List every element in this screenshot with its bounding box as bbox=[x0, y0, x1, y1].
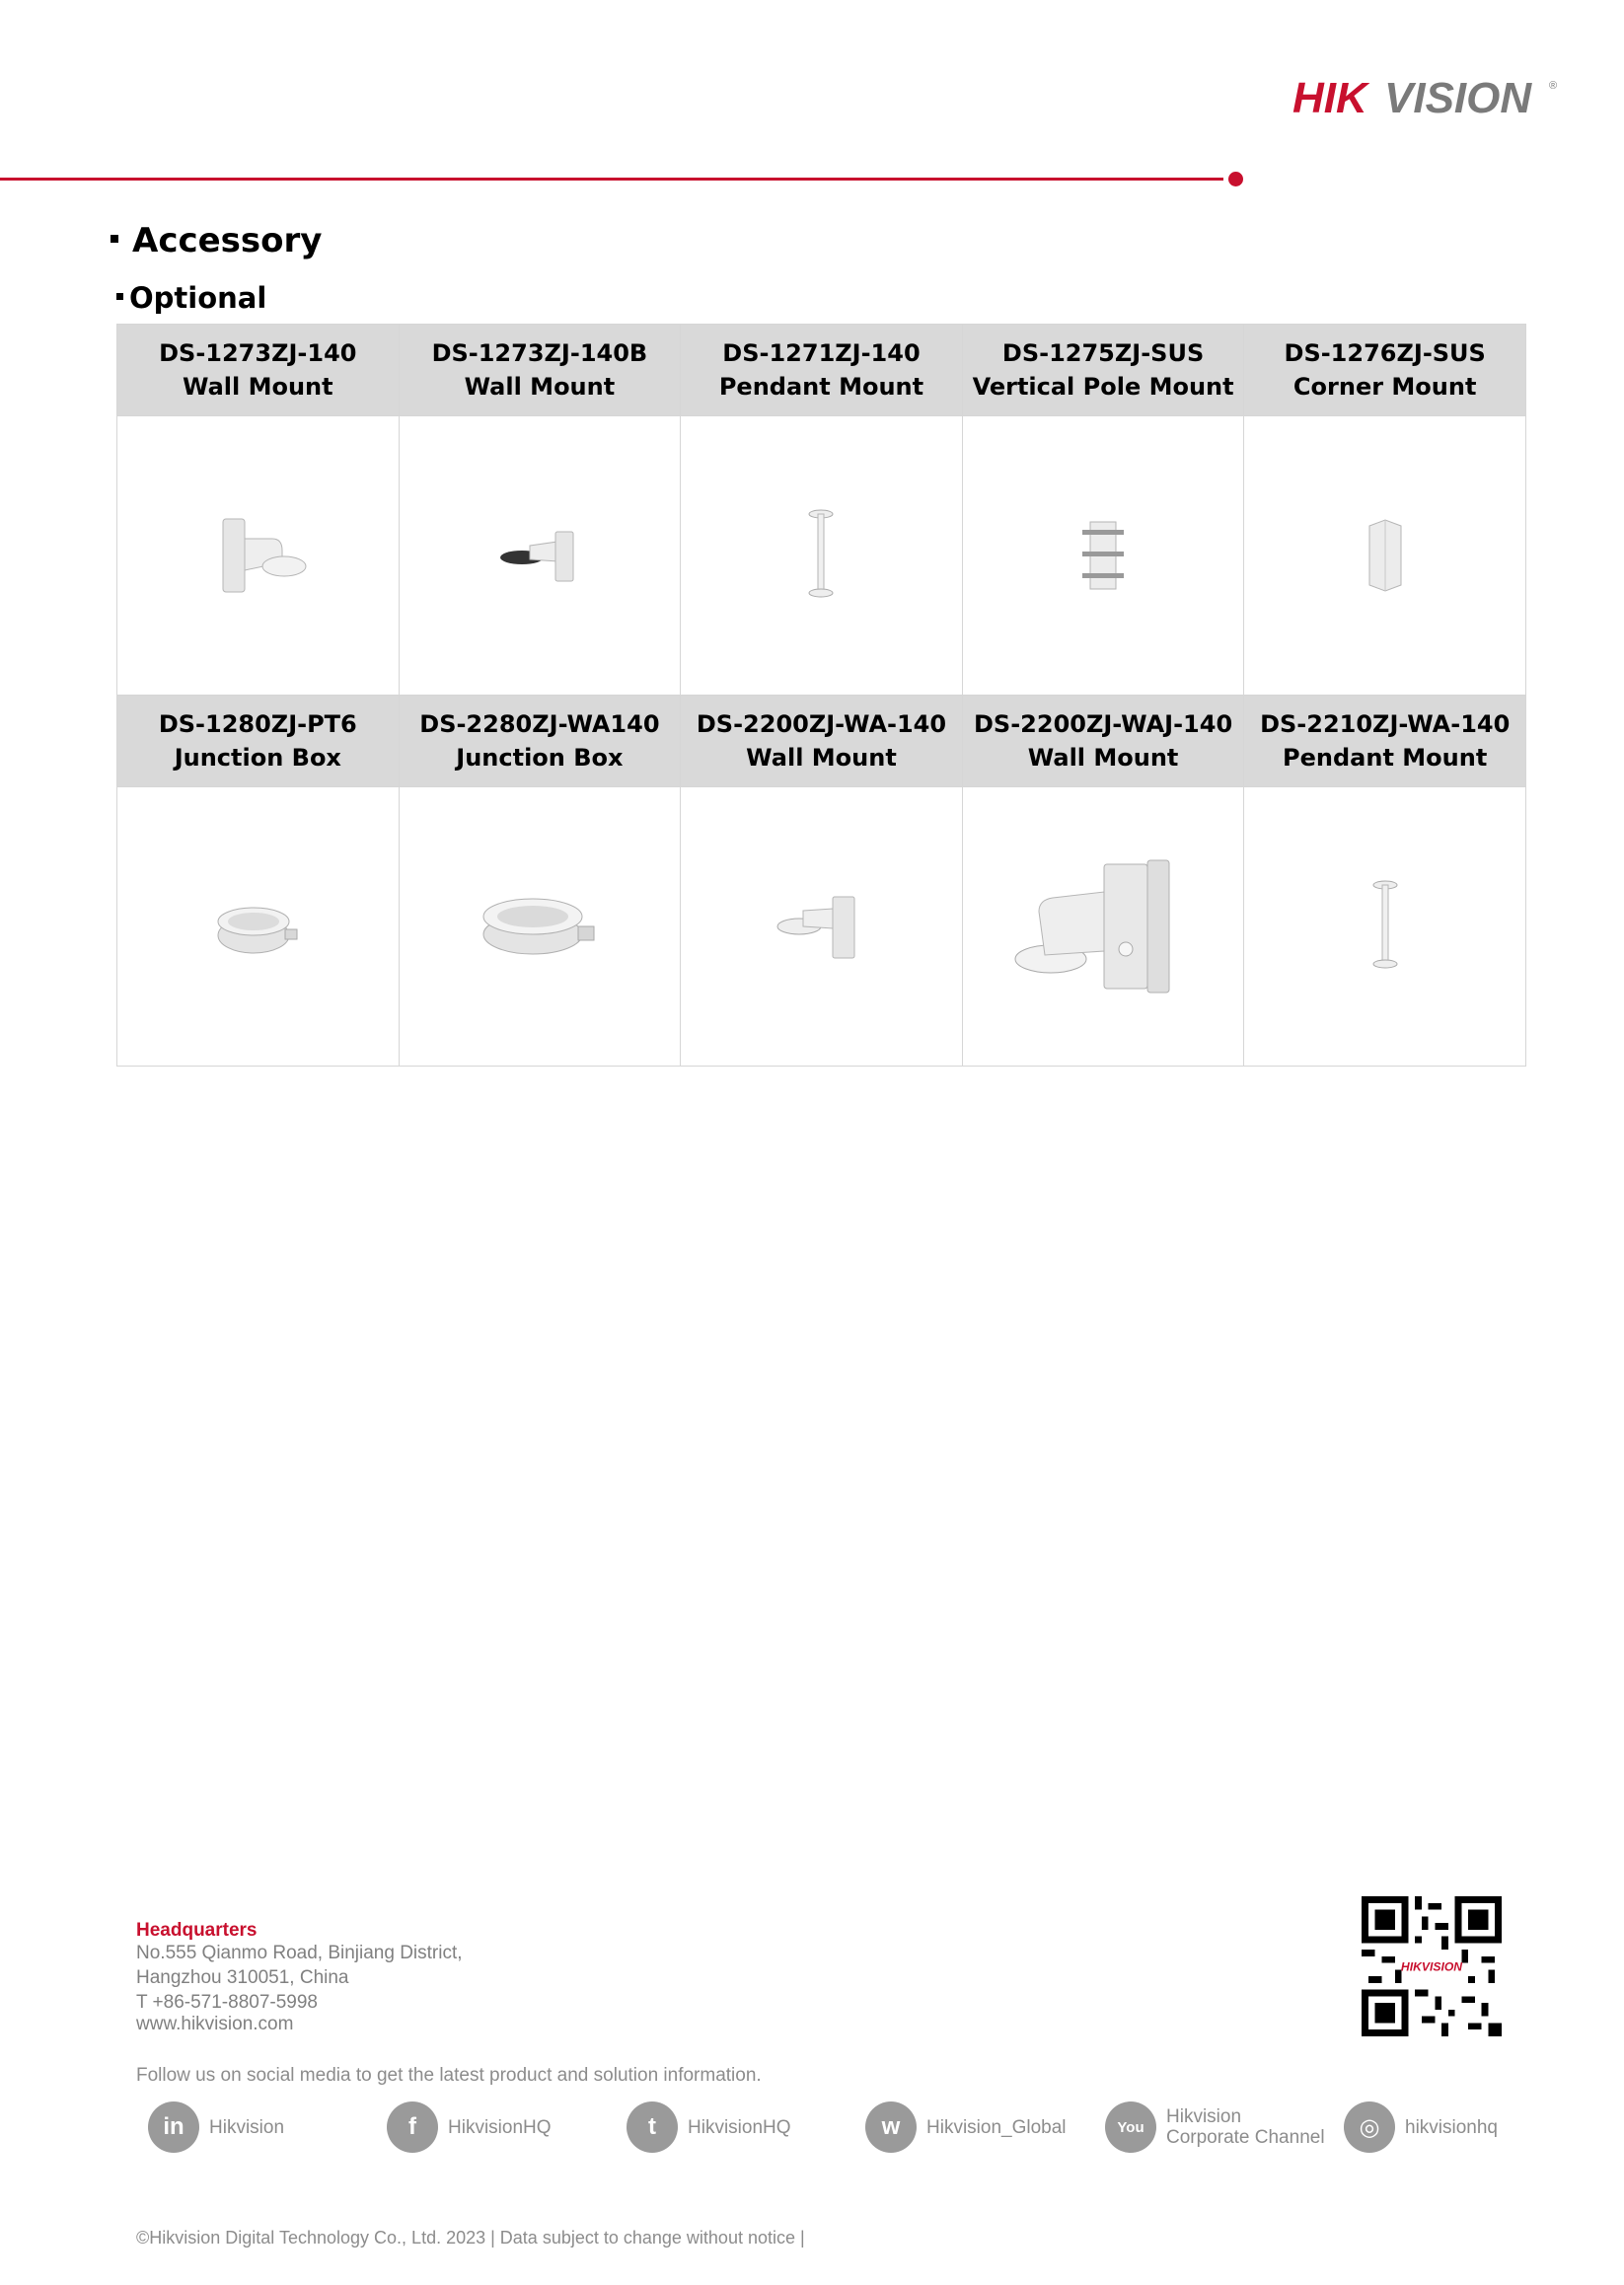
linkedin-icon: in bbox=[148, 2101, 199, 2153]
svg-text:VISION: VISION bbox=[1384, 74, 1532, 122]
social-twitter[interactable] bbox=[627, 2100, 791, 2155]
address-line: No.555 Qianmo Road, Binjiang District, bbox=[136, 1943, 463, 1963]
accessory-header-cell bbox=[681, 325, 963, 416]
accessory-image-cell bbox=[962, 787, 1244, 1067]
accessory-type: Junction Box bbox=[456, 744, 624, 772]
sub-title bbox=[116, 281, 266, 315]
accessory-image-cell bbox=[962, 416, 1244, 696]
accessory-model: DS-1280ZJ-PT6 bbox=[158, 710, 357, 738]
wall-mount-image bbox=[772, 887, 870, 966]
accessory-type: Vertical Pole Mount bbox=[972, 373, 1234, 401]
facebook-icon: f bbox=[387, 2101, 438, 2153]
accessory-header-cell bbox=[117, 325, 400, 416]
accessory-header-cell bbox=[399, 325, 681, 416]
accessory-image-cell bbox=[117, 787, 400, 1067]
accessory-model: DS-1275ZJ-SUS bbox=[1001, 339, 1205, 367]
accessory-type: Wall Mount bbox=[1027, 744, 1179, 772]
accessory-model: DS-1273ZJ-140B bbox=[431, 339, 648, 367]
instagram-icon: ◎ bbox=[1344, 2101, 1395, 2153]
corner-mount-image bbox=[1356, 516, 1415, 595]
hikvision-logo bbox=[1291, 71, 1562, 122]
twitter-icon: t bbox=[627, 2101, 678, 2153]
accessory-image-row bbox=[117, 787, 1526, 1067]
svg-text:®: ® bbox=[1549, 80, 1558, 92]
social-label-line: Hikvision bbox=[1166, 2106, 1242, 2127]
social-label: HikvisionHQ bbox=[448, 2116, 552, 2138]
accessory-model: DS-2210ZJ-WA-140 bbox=[1260, 710, 1511, 738]
accessory-header-row bbox=[117, 325, 1526, 416]
accessory-type: Pendant Mount bbox=[718, 373, 924, 401]
accessory-image-cell bbox=[681, 787, 963, 1067]
phone-number: T +86-571-8807-5998 bbox=[136, 1992, 318, 2013]
address-line: Hangzhou 310051, China bbox=[136, 1967, 349, 1988]
social-linkedin[interactable] bbox=[148, 2100, 284, 2155]
social-wechat[interactable] bbox=[865, 2100, 1067, 2155]
accessory-model: DS-1276ZJ-SUS bbox=[1284, 339, 1486, 367]
social-facebook[interactable] bbox=[387, 2100, 552, 2155]
accessory-model: DS-1271ZJ-140 bbox=[722, 339, 921, 367]
svg-text:HIK: HIK bbox=[1292, 74, 1367, 122]
accessory-header-cell bbox=[681, 696, 963, 787]
accessory-model: DS-1273ZJ-140 bbox=[159, 339, 357, 367]
pendant-mount-image bbox=[1356, 877, 1415, 976]
pendant-mount-image bbox=[791, 506, 850, 605]
accessory-model: DS-2280ZJ-WA140 bbox=[419, 710, 660, 738]
accessory-image-cell bbox=[1244, 416, 1526, 696]
wall-mount-image bbox=[203, 511, 312, 600]
wechat-icon: w bbox=[865, 2101, 917, 2153]
website-link[interactable]: www.hikvision.com bbox=[136, 2014, 294, 2034]
social-label-line: Corporate Channel bbox=[1166, 2127, 1325, 2148]
accessory-header-cell bbox=[962, 696, 1244, 787]
svg-text:HIKVISION: HIKVISION bbox=[1400, 1959, 1463, 1974]
accessory-header-row bbox=[117, 696, 1526, 787]
accessory-image-cell bbox=[399, 787, 681, 1067]
accessory-header-cell bbox=[1244, 696, 1526, 787]
accessory-type: Pendant Mount bbox=[1283, 744, 1488, 772]
social-label: Hikvision_Global bbox=[926, 2116, 1067, 2138]
accessory-image-cell bbox=[117, 416, 400, 696]
social-youtube[interactable] bbox=[1105, 2100, 1325, 2155]
section-title-text: Accessory bbox=[132, 221, 323, 260]
accessory-table bbox=[116, 324, 1526, 1067]
headquarters-title: Headquarters bbox=[136, 1920, 258, 1941]
social-label: HikvisionHQ bbox=[688, 2116, 791, 2138]
sub-title-text: Optional bbox=[129, 281, 267, 315]
qr-code bbox=[1362, 1896, 1502, 2036]
accessory-header-cell bbox=[117, 696, 400, 787]
accessory-image-cell bbox=[399, 416, 681, 696]
accessory-image-cell bbox=[1244, 787, 1526, 1067]
junction-box-image bbox=[476, 887, 604, 966]
accessory-model: DS-2200ZJ-WAJ-140 bbox=[974, 710, 1233, 738]
follow-text: Follow us on social media to get the latest product and solution information. bbox=[136, 2065, 762, 2086]
copyright: ©Hikvision Digital Technology Co., Ltd. 2023 | Data subject to change without notice | bbox=[136, 2228, 805, 2248]
header-rule-dot bbox=[1228, 172, 1243, 186]
accessory-header-cell bbox=[1244, 325, 1526, 416]
youtube-icon: You bbox=[1105, 2101, 1156, 2153]
accessory-image-cell bbox=[681, 416, 963, 696]
social-label: Hikvision bbox=[209, 2116, 285, 2138]
accessory-type: Corner Mount bbox=[1292, 373, 1477, 401]
social-label bbox=[1166, 2106, 1325, 2148]
accessory-image-row bbox=[117, 416, 1526, 696]
social-label: hikvisionhq bbox=[1405, 2116, 1498, 2138]
accessory-model: DS-2200ZJ-WA-140 bbox=[696, 710, 947, 738]
accessory-type: Wall Mount bbox=[464, 373, 616, 401]
accessory-header-cell bbox=[962, 325, 1244, 416]
social-instagram[interactable] bbox=[1344, 2100, 1498, 2155]
accessory-type: Wall Mount bbox=[746, 744, 897, 772]
header-rule bbox=[0, 178, 1223, 181]
accessory-type: Junction Box bbox=[174, 744, 341, 772]
junction-box-image bbox=[208, 892, 307, 961]
wall-mount-image bbox=[1009, 852, 1197, 1000]
vertical-pole-mount-image bbox=[1069, 516, 1138, 595]
accessory-header-cell bbox=[399, 696, 681, 787]
section-title bbox=[111, 221, 322, 260]
accessory-type: Wall Mount bbox=[182, 373, 333, 401]
wall-mount-image bbox=[490, 516, 589, 595]
